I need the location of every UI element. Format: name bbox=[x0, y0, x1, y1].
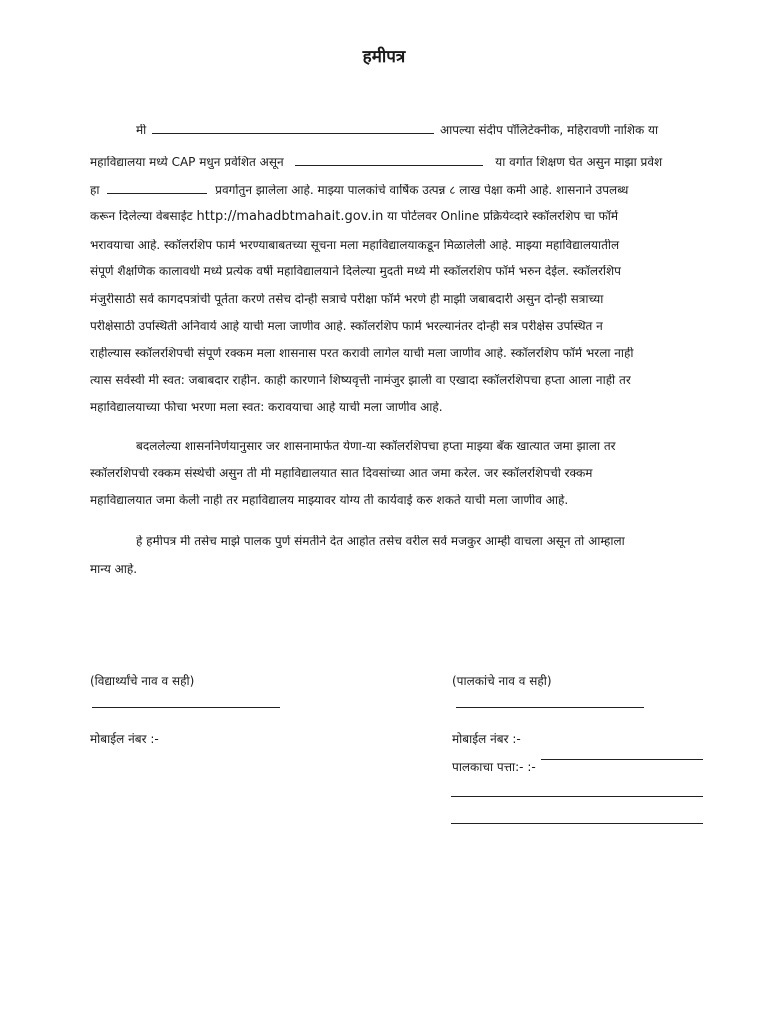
student-name-blank[interactable] bbox=[152, 124, 434, 134]
para2-line1: बदललेल्या शासननिर्णयानुसार जर शासनामार्फत येणा-या स्कॉलरशिपचा हप्ता माझ्या बँक खात्यात जमा झाला तर bbox=[136, 440, 616, 453]
category-blank[interactable] bbox=[107, 184, 207, 194]
student-sign-label: (विद्यार्थ्यांचे नाव व सही) bbox=[90, 674, 195, 688]
student-signature-line[interactable] bbox=[92, 707, 280, 708]
para1-line10: त्यास सर्वस्वी मी स्वत: जबाबदार राहीन. काही कारणाने शिष्यवृत्ती नामंजुर झाली वा एखादा स्कॉलरशिपचा हप्ता आला नाही तर bbox=[90, 374, 631, 387]
para1-line5: भरावयाचा आहे. स्कॉलरशिप फार्म भरण्याबाबतच्या सूचना मला महाविद्यालयाकडून मिळालेली आहे. माझ्या महाविद्यालयातील bbox=[90, 239, 620, 252]
parent-address-line-3[interactable] bbox=[451, 823, 703, 824]
website-url: http://mahadbtmahait.gov.in bbox=[196, 210, 384, 223]
parent-sign-label: (पालकांचे नाव व सही) bbox=[452, 674, 552, 688]
para3-line1: हे हमीपत्र मी तसेच माझे पालक पुर्ण संमतीने देत आहोत तसेच वरील सर्व मजकुर आम्ही वाचला असून तो आम्हाला bbox=[136, 535, 625, 548]
para1-line11: महाविद्यालयाच्या फीचा भरणा मला स्वत: करावयाचा आहे याची मला जाणीव आहे. bbox=[90, 401, 443, 414]
para1-line4: करून दिलेल्या वेबसाईट http://mahadbtmahait.gov.in या पोर्टलवर Online प्रक्रियेव्दारे स्कॉलरशिप चा फॉर्म bbox=[90, 210, 619, 223]
para3-line2: मान्य आहे. bbox=[90, 563, 138, 576]
parent-address-label: पालकाचा पत्ता:- :- bbox=[452, 760, 536, 774]
para1-line7: मंजुरीसाठी सर्व कागदपत्रांची पूर्तता करणे तसेच दोन्ही सत्राचे परीक्षा फॉर्म भरणे ही माझी जबाबदारी असुन दोन्ही सत्राच्या bbox=[90, 293, 604, 306]
class-blank[interactable] bbox=[295, 156, 483, 166]
student-mobile-label: मोबाईल नंबर :- bbox=[90, 732, 159, 746]
parent-signature-line[interactable] bbox=[456, 707, 644, 708]
para1-line3: हा प्रवर्गातुन झालेला आहे. माझ्या पालकांचे वार्षिक उत्पन्न ८ लाख पेक्षा कमी आहे. शासनाने उपलब्ध bbox=[90, 184, 629, 197]
parent-address-line-1[interactable] bbox=[541, 759, 703, 760]
para2-line3: महाविद्यालयात जमा केली नाही तर महाविद्यालय माझ्यावर योग्य ती कार्यवाई करु शकते याची मला जाणीव आहे. bbox=[90, 494, 569, 507]
para1-line1: मी आपल्या संदीप पॉलिटेक्नीक, महिरावणी नाशिक या bbox=[136, 124, 659, 137]
parent-address-line-2[interactable] bbox=[451, 796, 703, 797]
para1-line6: संपूर्ण शैक्षणिक कालावधी मध्ये प्रत्येक वर्षी महाविद्यालयाने दिलेल्या मुदती मध्ये मी स्कॉलरशिप फॉर्म भरुन देईल. स्कॉलरशिप bbox=[90, 265, 621, 278]
para1-line2: महाविद्यालया मध्ये CAP मधुन प्रवेशित असून या वर्गात शिक्षण घेत असुन माझा प्रवेश bbox=[90, 156, 663, 169]
para1-line9: राहील्यास स्कॉलरशिपची संपूर्ण रक्कम मला शासनास परत करावी लागेल याची मला जाणीव आहे. स्कॉलरशिप फॉर्म भरला नाही bbox=[90, 347, 634, 360]
para1-line8: परीक्षेसाठी उपस्थिती अनिवार्य आहे याची मला जाणीव आहे. स्कॉलरशिप फार्म भरल्यानंतर दोन्ही सत्र परीक्षेस उपस्थित न bbox=[90, 320, 603, 333]
page-title: हमीपत्र bbox=[362, 47, 406, 67]
para2-line2: स्कॉलरशिपची रक्कम संस्थेची असुन ती मी महाविद्यालयात सात दिवसांच्या आत जमा करेल. जर स्कॉलरशिपची रक्कम bbox=[90, 467, 593, 480]
parent-mobile-label: मोबाईल नंबर :- bbox=[452, 732, 521, 746]
